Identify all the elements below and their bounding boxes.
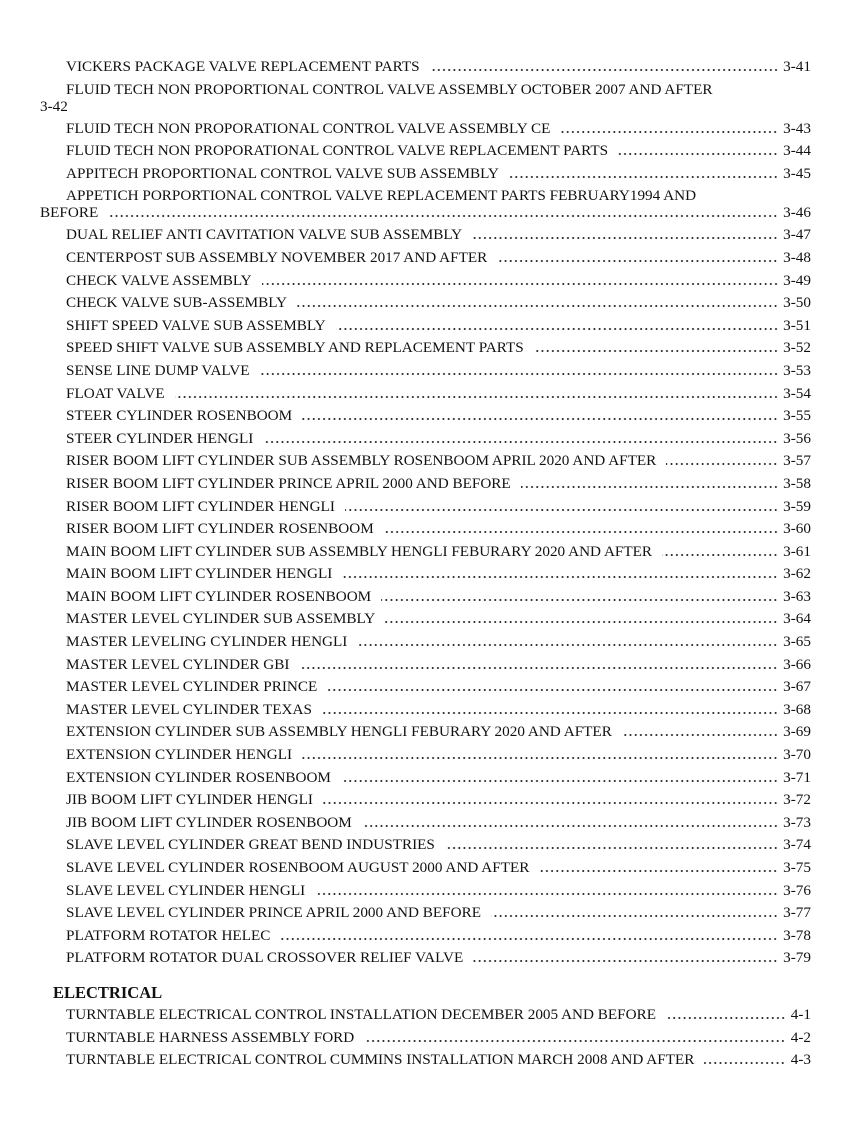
dot-leader	[618, 143, 778, 155]
dot-leader	[430, 59, 779, 71]
toc-entry-page: 3-45	[783, 164, 811, 182]
toc-entry[interactable]	[53, 383, 811, 406]
toc-entry-page: 3-69	[783, 723, 811, 741]
toc-entry[interactable]	[53, 118, 811, 141]
toc-entry-title: PLATFORM ROTATOR DUAL CROSSOVER RELIEF VALVE	[66, 949, 464, 967]
dot-leader	[362, 815, 778, 827]
toc-entry-title: TURNTABLE ELECTRICAL CONTROL CUMMINS INSTALLATION MARCH 2008 AND AFTER	[66, 1051, 695, 1069]
toc-entry-page: 3-71	[783, 768, 811, 786]
toc-entry-title-continued: BEFORE	[40, 204, 99, 222]
toc-entry-page: 3-43	[783, 119, 811, 137]
toc-entry-page: 3-70	[783, 746, 811, 764]
section-heading-electrical: ELECTRICAL	[53, 982, 163, 1002]
table-of-contents	[40, 56, 811, 1072]
toc-entry-title: TURNTABLE ELECTRICAL CONTROL INSTALLATION DECEMBER 2005 AND BEFORE	[66, 1005, 656, 1023]
toc-entry-title: EXTENSION CYLINDER HENGLI	[66, 746, 293, 764]
toc-entry-wrapped[interactable]	[40, 185, 811, 224]
toc-entry-continuation	[40, 98, 811, 115]
toc-entry-title: FLUID TECH NON PROPORTIONAL CONTROL VALVE ASSEMBLY OCTOBER 2007 AND AFTER	[66, 80, 713, 98]
toc-entry-page: 3-55	[783, 407, 811, 425]
toc-entry-page: 3-56	[783, 429, 811, 447]
toc-entry[interactable]	[53, 947, 811, 970]
toc-entry[interactable]	[53, 767, 811, 790]
toc-entry-page: 3-60	[783, 520, 811, 538]
toc-entry-title: FLUID TECH NON PROPORATIONAL CONTROL VALVE REPLACEMENT PARTS	[66, 142, 609, 160]
toc-entry[interactable]	[53, 812, 811, 835]
toc-entry[interactable]	[53, 563, 811, 586]
toc-entry-title: SLAVE LEVEL CYLINDER HENGLI	[66, 881, 306, 899]
toc-entry-page: 3-63	[783, 587, 811, 605]
dot-leader	[175, 386, 779, 398]
toc-entry[interactable]	[53, 834, 811, 857]
toc-entry-title: MASTER LEVELING CYLINDER HENGLI	[66, 633, 348, 651]
toc-entry[interactable]	[53, 631, 811, 654]
dot-leader	[491, 905, 778, 917]
toc-entry-title: STEER CYLINDER HENGLI	[66, 429, 254, 447]
toc-entry-page: 4-3	[790, 1051, 811, 1069]
toc-entry-page: 3-61	[783, 542, 811, 560]
dot-leader	[497, 250, 778, 262]
toc-entry-title: MASTER LEVEL CYLINDER GBI	[66, 655, 290, 673]
toc-entry-title: JIB BOOM LIFT CYLINDER HENGLI	[66, 791, 313, 809]
toc-entry[interactable]	[53, 56, 811, 79]
toc-entry[interactable]	[53, 902, 811, 925]
toc-entry-page: 3-49	[783, 271, 811, 289]
dot-leader	[263, 431, 778, 443]
toc-entry[interactable]	[53, 247, 811, 270]
toc-entry-title: FLUID TECH NON PROPORATIONAL CONTROL VALVE ASSEMBLY CE	[66, 119, 551, 137]
toc-entry-title: SLAVE LEVEL CYLINDER GREAT BEND INDUSTRIES	[66, 836, 435, 854]
dot-leader	[509, 166, 778, 178]
toc-entry-page: 3-64	[783, 610, 811, 628]
dot-leader	[534, 340, 778, 352]
toc-entry[interactable]	[53, 1004, 811, 1027]
dot-leader	[341, 770, 778, 782]
dot-leader	[323, 792, 778, 804]
toc-entry-title: SPEED SHIFT VALVE SUB ASSEMBLY AND REPLACEMENT PARTS	[66, 339, 524, 357]
toc-entry-page: 3-54	[783, 384, 811, 402]
dot-leader	[381, 589, 778, 601]
toc-entry-page: 3-46	[783, 204, 811, 222]
toc-entry-page: 4-2	[790, 1028, 811, 1046]
toc-entry[interactable]	[53, 224, 811, 247]
toc-entry[interactable]	[53, 292, 811, 315]
toc-entry-page: 3-76	[783, 881, 811, 899]
dot-leader	[357, 634, 778, 646]
dot-leader	[666, 1007, 786, 1019]
dot-leader	[342, 566, 778, 578]
dot-leader	[299, 657, 778, 669]
dot-leader	[622, 724, 778, 736]
toc-entry-title: VICKERS PACKAGE VALVE REPLACEMENT PARTS	[66, 58, 420, 75]
toc-entry-page: 3-65	[783, 633, 811, 651]
dot-leader	[539, 860, 778, 872]
toc-entry-wrapped[interactable]	[40, 79, 811, 118]
toc-entry-page: 3-67	[783, 678, 811, 696]
toc-entry-title: SENSE LINE DUMP VALVE	[66, 361, 250, 379]
dot-leader	[280, 928, 778, 940]
toc-entry[interactable]	[53, 360, 811, 383]
toc-entry[interactable]	[53, 1049, 811, 1072]
dot-leader	[297, 295, 778, 307]
dot-leader	[327, 679, 778, 691]
toc-entry[interactable]	[53, 699, 811, 722]
toc-entry[interactable]	[53, 586, 811, 609]
toc-entry[interactable]	[53, 163, 811, 186]
toc-entry-page: 3-47	[783, 226, 811, 244]
toc-entry[interactable]	[53, 140, 811, 163]
toc-entry[interactable]	[53, 789, 811, 812]
dot-leader	[345, 499, 778, 511]
toc-entry-title: MAIN BOOM LIFT CYLINDER ROSENBOOM	[66, 587, 372, 605]
toc-entry-title: CHECK VALVE SUB-ASSEMBLY	[66, 294, 287, 312]
toc-entry-page: 3-73	[783, 813, 811, 831]
toc-entry[interactable]	[53, 654, 811, 677]
dot-leader	[315, 883, 778, 895]
dot-leader	[364, 1030, 785, 1042]
toc-entry-page: 3-78	[783, 926, 811, 944]
toc-entry[interactable]	[53, 925, 811, 948]
toc-entry-page: 3-50	[783, 294, 811, 312]
toc-entry-page: 3-77	[783, 904, 811, 922]
toc-entry-title: CENTERPOST SUB ASSEMBLY NOVEMBER 2017 AND AFTER	[66, 248, 488, 266]
toc-entry[interactable]	[53, 315, 811, 338]
toc-entry-title: PLATFORM ROTATOR HELEC	[66, 926, 271, 944]
dot-leader	[472, 227, 778, 239]
dot-leader	[560, 121, 778, 133]
toc-entry[interactable]	[53, 496, 811, 519]
toc-entry-title: RISER BOOM LIFT CYLINDER SUB ASSEMBLY ROSENBOOM APRIL 2020 AND AFTER	[66, 452, 657, 470]
dot-leader	[260, 363, 779, 375]
toc-entry-title: SHIFT SPEED VALVE SUB ASSEMBLY	[66, 316, 326, 334]
toc-entry-page: 3-52	[783, 339, 811, 357]
toc-entry-page: 3-53	[783, 361, 811, 379]
toc-entry[interactable]	[53, 1027, 811, 1050]
toc-entry[interactable]	[53, 721, 811, 744]
dot-leader	[108, 205, 778, 217]
toc-entry-page: 3-68	[783, 700, 811, 718]
toc-entry-page: 3-59	[783, 497, 811, 515]
dot-leader	[445, 837, 778, 849]
toc-entry[interactable]	[53, 337, 811, 360]
toc-entry-page: 3-58	[783, 474, 811, 492]
toc-entry-page: 3-75	[783, 859, 811, 876]
toc-entry-page: 3-48	[783, 248, 811, 266]
toc-entry-title: APPITECH PROPORTIONAL CONTROL VALVE SUB ASSEMBLY	[66, 164, 499, 182]
toc-entry-title: TURNTABLE HARNESS ASSEMBLY FORD	[66, 1028, 355, 1046]
toc-entry[interactable]	[53, 541, 811, 564]
toc-entry-title: RISER BOOM LIFT CYLINDER ROSENBOOM	[66, 520, 374, 538]
dot-leader	[704, 1052, 785, 1064]
toc-entry-title: MAIN BOOM LIFT CYLINDER HENGLI	[66, 565, 333, 583]
dot-leader	[521, 476, 778, 488]
toc-entry-title: STEER CYLINDER ROSENBOOM	[66, 407, 293, 425]
dot-leader	[473, 950, 778, 962]
toc-entry-title: EXTENSION CYLINDER ROSENBOOM	[66, 768, 331, 786]
toc-entry-page: 3-72	[783, 791, 811, 809]
toc-entry-page: 3-42	[40, 97, 68, 115]
dot-leader	[384, 521, 778, 533]
toc-entry-title: FLOAT VALVE	[66, 384, 165, 402]
toc-entry-page: 3-57	[783, 452, 811, 470]
toc-entry-title: CHECK VALVE ASSEMBLY	[66, 271, 252, 289]
toc-entry[interactable]	[53, 428, 811, 451]
dot-leader	[336, 318, 779, 330]
toc-entry[interactable]	[53, 608, 811, 631]
toc-entry[interactable]	[53, 405, 811, 428]
toc-entry-title: MASTER LEVEL CYLINDER SUB ASSEMBLY	[66, 610, 376, 628]
dot-leader	[385, 611, 778, 623]
toc-entry[interactable]	[53, 270, 811, 293]
toc-entry-title: MASTER LEVEL CYLINDER PRINCE	[66, 678, 318, 696]
toc-entry-title: RISER BOOM LIFT CYLINDER PRINCE APRIL 2000 AND BEFORE	[66, 474, 511, 492]
dot-leader	[302, 747, 778, 759]
toc-entry-page: 3-62	[783, 565, 811, 583]
toc-entry[interactable]	[53, 518, 811, 541]
toc-entry-title: JIB BOOM LIFT CYLINDER ROSENBOOM	[66, 813, 352, 831]
toc-entry-title: MAIN BOOM LIFT CYLINDER SUB ASSEMBLY HENGLI FEBURARY 2020 AND AFTER	[66, 542, 653, 560]
toc-entry-page: 3-44	[783, 142, 811, 160]
dot-leader	[322, 702, 778, 714]
toc-entry-page: 3-51	[783, 316, 811, 334]
toc-entry[interactable]	[53, 473, 811, 496]
toc-entry[interactable]	[53, 450, 811, 473]
toc-entry-title: SLAVE LEVEL CYLINDER ROSENBOOM AUGUST 2000 AND AFTER	[66, 859, 530, 876]
toc-entry-title: APPETICH PORPORTIONAL CONTROL VALVE REPLACEMENT PARTS FEBRUARY1994 AND	[66, 187, 697, 205]
toc-entry-title: RISER BOOM LIFT CYLINDER HENGLI	[66, 497, 335, 515]
dot-leader	[262, 273, 779, 285]
toc-entry-page: 4-1	[790, 1005, 811, 1023]
toc-entry-page: 3-74	[783, 836, 811, 854]
toc-entry-continuation	[40, 204, 811, 221]
toc-entry-title: MASTER LEVEL CYLINDER TEXAS	[66, 700, 312, 718]
toc-entry-title: EXTENSION CYLINDER SUB ASSEMBLY HENGLI FEBURARY 2020 AND AFTER	[66, 723, 612, 741]
toc-entry[interactable]	[53, 744, 811, 767]
toc-entry-title: DUAL RELIEF ANTI CAVITATION VALVE SUB ASSEMBLY	[66, 226, 463, 244]
toc-entry[interactable]	[53, 857, 811, 880]
toc-entry-title: SLAVE LEVEL CYLINDER PRINCE APRIL 2000 AND BEFORE	[66, 904, 481, 922]
dot-leader	[302, 408, 778, 420]
dot-leader	[666, 453, 778, 465]
toc-entry[interactable]	[53, 676, 811, 699]
dot-leader	[662, 544, 778, 556]
toc-entry-page: 3-66	[783, 655, 811, 673]
toc-entry-page: 3-79	[783, 949, 811, 967]
toc-entry-page: 3-41	[783, 58, 811, 75]
toc-entry[interactable]	[53, 880, 811, 903]
